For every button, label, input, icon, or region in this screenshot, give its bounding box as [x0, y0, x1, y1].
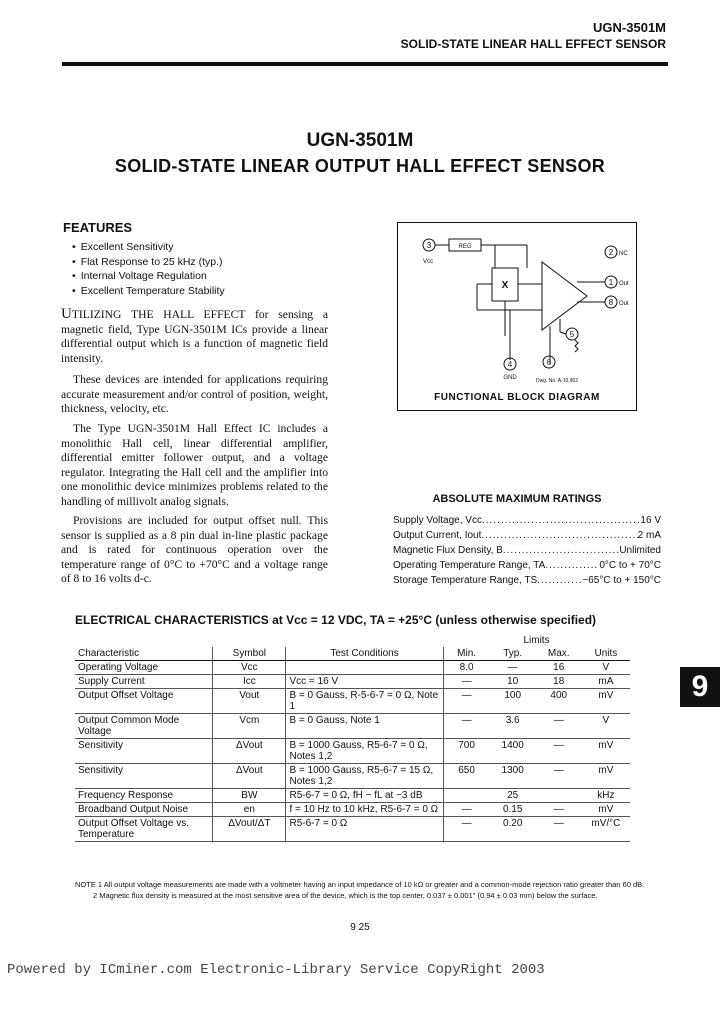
out2-label: Out	[618, 300, 629, 307]
abs-max-value: 2 mA	[637, 530, 661, 541]
out1-label: Out	[618, 280, 629, 287]
cell-max: 16	[536, 661, 582, 675]
cell-characteristic: Frequency Response	[75, 789, 213, 803]
header-description: SOLID-STATE LINEAR HALL EFFECT SENSOR	[400, 37, 666, 51]
abs-max-value: Unlimited	[619, 545, 661, 556]
pin-3-number: 3	[426, 240, 431, 250]
abs-max-heading: ABSOLUTE MAXIMUM RATINGS	[432, 493, 602, 505]
cell-conditions: B = 1000 Gauss, R5-6-7 = 15 Ω, Notes 1,2	[286, 764, 443, 789]
cell-units: V	[582, 714, 630, 739]
abs-max-label: Storage Temperature Range, TS	[393, 575, 538, 586]
table-row	[75, 661, 630, 675]
cell-units: kHz	[582, 789, 630, 803]
functional-block-diagram	[397, 222, 637, 411]
vcc-label: Vcc	[422, 258, 433, 265]
header-rule	[62, 62, 668, 66]
cell-units: mV	[582, 689, 630, 714]
feature-item: • Excellent Temperature Stability	[72, 284, 225, 299]
cell-max: —	[536, 817, 582, 842]
block-diagram-caption: FUNCTIONAL BLOCK DIAGRAM	[434, 392, 600, 403]
table-row	[75, 803, 630, 817]
cell-conditions: B = 1000 Gauss, R5-6-7 = 0 Ω, Notes 1,2	[286, 739, 443, 764]
col-header: Characteristic	[75, 647, 213, 661]
cell-max: —	[536, 739, 582, 764]
cell-typ: 0.20	[490, 817, 536, 842]
cell-typ: 1300	[490, 764, 536, 789]
cell-conditions: f = 10 Hz to 10 kHz, R5-6-7 = 0 Ω	[286, 803, 443, 817]
cell-conditions: B = 0 Gauss, R-5-6-7 = 0 Ω, Note 1	[286, 689, 443, 714]
cell-min: —	[443, 817, 490, 842]
body-paragraph-4: Provisions are included for output offset null. This sensor is supplied as a 8 pin dual in-line plastic package and is rated for continuous operation over the temperature range of 0°C to +70°C and a voltage range of 8 to 16 volts d-c.	[61, 514, 328, 586]
cell-units: mV	[582, 803, 630, 817]
cell-symbol: BW	[213, 789, 286, 803]
cell-max: 400	[536, 689, 582, 714]
table-group-header	[75, 634, 630, 647]
cell-max: 18	[536, 675, 582, 689]
body-paragraph-3: The Type UGN-3501M Hall Effect IC includes a monolithic Hall cell, linear differential amplifier, differential emitter follower output, and a voltage regulator. Integrating the Hall cell and the amplifier into one monolithic device minimizes problems related to the handling of millivolt analog signals.	[61, 422, 328, 508]
cell-symbol: Vcc	[213, 661, 286, 675]
table-row	[75, 714, 630, 739]
cell-units: mV	[582, 764, 630, 789]
offset-resistor	[575, 340, 578, 352]
elec-char-heading: ELECTRICAL CHARACTERISTICS at Vcc = 12 VDC, TA = +25°C (unless otherwise specified)	[75, 613, 597, 627]
table-row	[75, 789, 630, 803]
col-header: Symbol	[213, 647, 286, 661]
cell-typ: 10	[490, 675, 536, 689]
note-2: 2 Magnetic flux density is measured at the most sensitive area of the device, which is the top center, 0.037 ± 0.001" (0.94 ± 0.03 mm) below the surface.	[93, 891, 598, 900]
note-1: NOTE 1 All output voltage measurements are made with a voltmeter having an input impedance of 10 kΩ or greater and a common-mode rejection ratio greater than 60 dB.	[75, 880, 645, 889]
page-title: UGN-3501M	[306, 130, 414, 151]
abs-max-row	[393, 513, 661, 528]
page-number: 9 25	[350, 922, 370, 933]
col-header: Units	[582, 647, 630, 661]
abs-max-row	[393, 573, 661, 588]
cell-conditions: B = 0 Gauss, Note 1	[286, 714, 443, 739]
cell-max: —	[536, 764, 582, 789]
cell-min: 8.0	[443, 661, 490, 675]
body-paragraph-1-text: TILIZING THE HALL EFFECT for sensing a magnetic field, Type UGN-3501M ICs provide a linear differential output which is a function of magnetic field intensity.	[61, 308, 328, 365]
body-paragraph-2: These devices are intended for applications requiring accurate measurement and/or control of position, weight, thickness, velocity, etc.	[61, 373, 328, 416]
cell-symbol: ΔVout/ΔT	[213, 817, 286, 842]
features-list	[72, 240, 225, 298]
cell-characteristic: Sensitivity	[75, 764, 213, 789]
cell-characteristic: Supply Current	[75, 675, 213, 689]
cell-typ: 1400	[490, 739, 536, 764]
features-heading: FEATURES	[63, 220, 133, 235]
header-part-number: UGN-3501M	[593, 20, 666, 35]
table-header-row	[75, 647, 630, 661]
cell-symbol: ΔVout	[213, 739, 286, 764]
pin-2-number: 2	[608, 247, 613, 257]
cell-symbol: ΔVout	[213, 764, 286, 789]
table-row	[75, 817, 630, 842]
cell-characteristic: Output Offset Voltage vs. Temperature	[75, 817, 213, 842]
abs-max-row	[393, 528, 661, 543]
cell-typ: 0.15	[490, 803, 536, 817]
abs-max-label: Output Current, Iout	[393, 530, 482, 541]
cell-min	[443, 789, 490, 803]
hall-cell-label: X	[501, 279, 508, 291]
cell-symbol: Icc	[213, 675, 286, 689]
abs-max-label: Magnetic Flux Density, B	[393, 545, 503, 556]
limits-label: Limits	[523, 635, 550, 646]
table-row	[75, 675, 630, 689]
cell-typ: 3.6	[490, 714, 536, 739]
pin-8-number: 8	[608, 297, 613, 307]
cell-characteristic: Broadband Output Noise	[75, 803, 213, 817]
pin-1-number: 1	[608, 277, 613, 287]
cell-max: —	[536, 714, 582, 739]
pin-4-number: 4	[507, 359, 512, 369]
abs-max-row	[393, 558, 661, 573]
cell-units: mV	[582, 739, 630, 764]
cell-typ: 25	[490, 789, 536, 803]
page-subtitle: SOLID-STATE LINEAR OUTPUT HALL EFFECT SENSOR	[114, 156, 606, 176]
elec-char-table	[75, 634, 630, 842]
cell-symbol: Vout	[213, 689, 286, 714]
pin-6-number: 6	[546, 357, 551, 367]
cell-conditions: Vcc = 16 V	[286, 675, 443, 689]
cell-typ: 100	[490, 689, 536, 714]
abs-max-label: Operating Temperature Range, TA	[393, 560, 546, 571]
cell-characteristic: Output Offset Voltage	[75, 689, 213, 714]
col-header: Typ.	[490, 647, 536, 661]
cell-symbol: Vcm	[213, 714, 286, 739]
cell-conditions: R5-6-7 = 0 Ω, fH − fL at −3 dB	[286, 789, 443, 803]
cell-min: —	[443, 675, 490, 689]
abs-max-value: 0°C to + 70°C	[599, 560, 661, 571]
feature-item: • Flat Response to 25 kHz (typ.)	[72, 255, 225, 270]
gnd-label: GND	[502, 374, 517, 381]
cell-min: 700	[443, 739, 490, 764]
drop-cap: U	[61, 306, 72, 322]
cell-units: V	[582, 661, 630, 675]
footer-credit: Powered by ICminer.com Electronic-Library Service CopyRight 2003	[7, 962, 545, 978]
body-paragraph-1	[61, 307, 328, 366]
cell-typ: —	[490, 661, 536, 675]
cell-symbol: en	[213, 803, 286, 817]
table-row	[75, 739, 630, 764]
cell-characteristic: Sensitivity	[75, 739, 213, 764]
cell-characteristic: Output Common Mode Voltage	[75, 714, 213, 739]
pin-5-number: 5	[569, 329, 574, 339]
cell-units: mA	[582, 675, 630, 689]
col-header: Min.	[443, 647, 490, 661]
feature-item: • Excellent Sensitivity	[72, 240, 225, 255]
abs-max-value: 16 V	[640, 515, 661, 526]
nc-label: NC	[618, 250, 628, 257]
cell-min: —	[443, 803, 490, 817]
col-header: Max.	[536, 647, 582, 661]
cell-characteristic: Operating Voltage	[75, 661, 213, 675]
cell-min: —	[443, 714, 490, 739]
cell-min: 650	[443, 764, 490, 789]
cell-max	[536, 789, 582, 803]
cell-units: mV/°C	[582, 817, 630, 842]
cell-conditions	[286, 661, 443, 675]
cell-max: —	[536, 803, 582, 817]
cell-min: —	[443, 689, 490, 714]
drawing-number: Dwg. No. A-10,962	[535, 377, 578, 384]
cell-conditions: R5-6-7 = 0 Ω	[286, 817, 443, 842]
section-tab: 9	[680, 667, 720, 707]
abs-max-row	[393, 543, 661, 558]
abs-max-label: Supply Voltage, Vcc	[393, 515, 482, 526]
table-row	[75, 689, 630, 714]
abs-max-value: −65°C to + 150°C	[582, 575, 661, 586]
feature-item: • Internal Voltage Regulation	[72, 269, 225, 284]
col-header: Test Conditions	[286, 647, 443, 661]
block-diagram-svg	[397, 222, 637, 411]
table-row	[75, 764, 630, 789]
regulator-label: REG	[457, 243, 472, 250]
amplifier-triangle	[542, 262, 587, 330]
